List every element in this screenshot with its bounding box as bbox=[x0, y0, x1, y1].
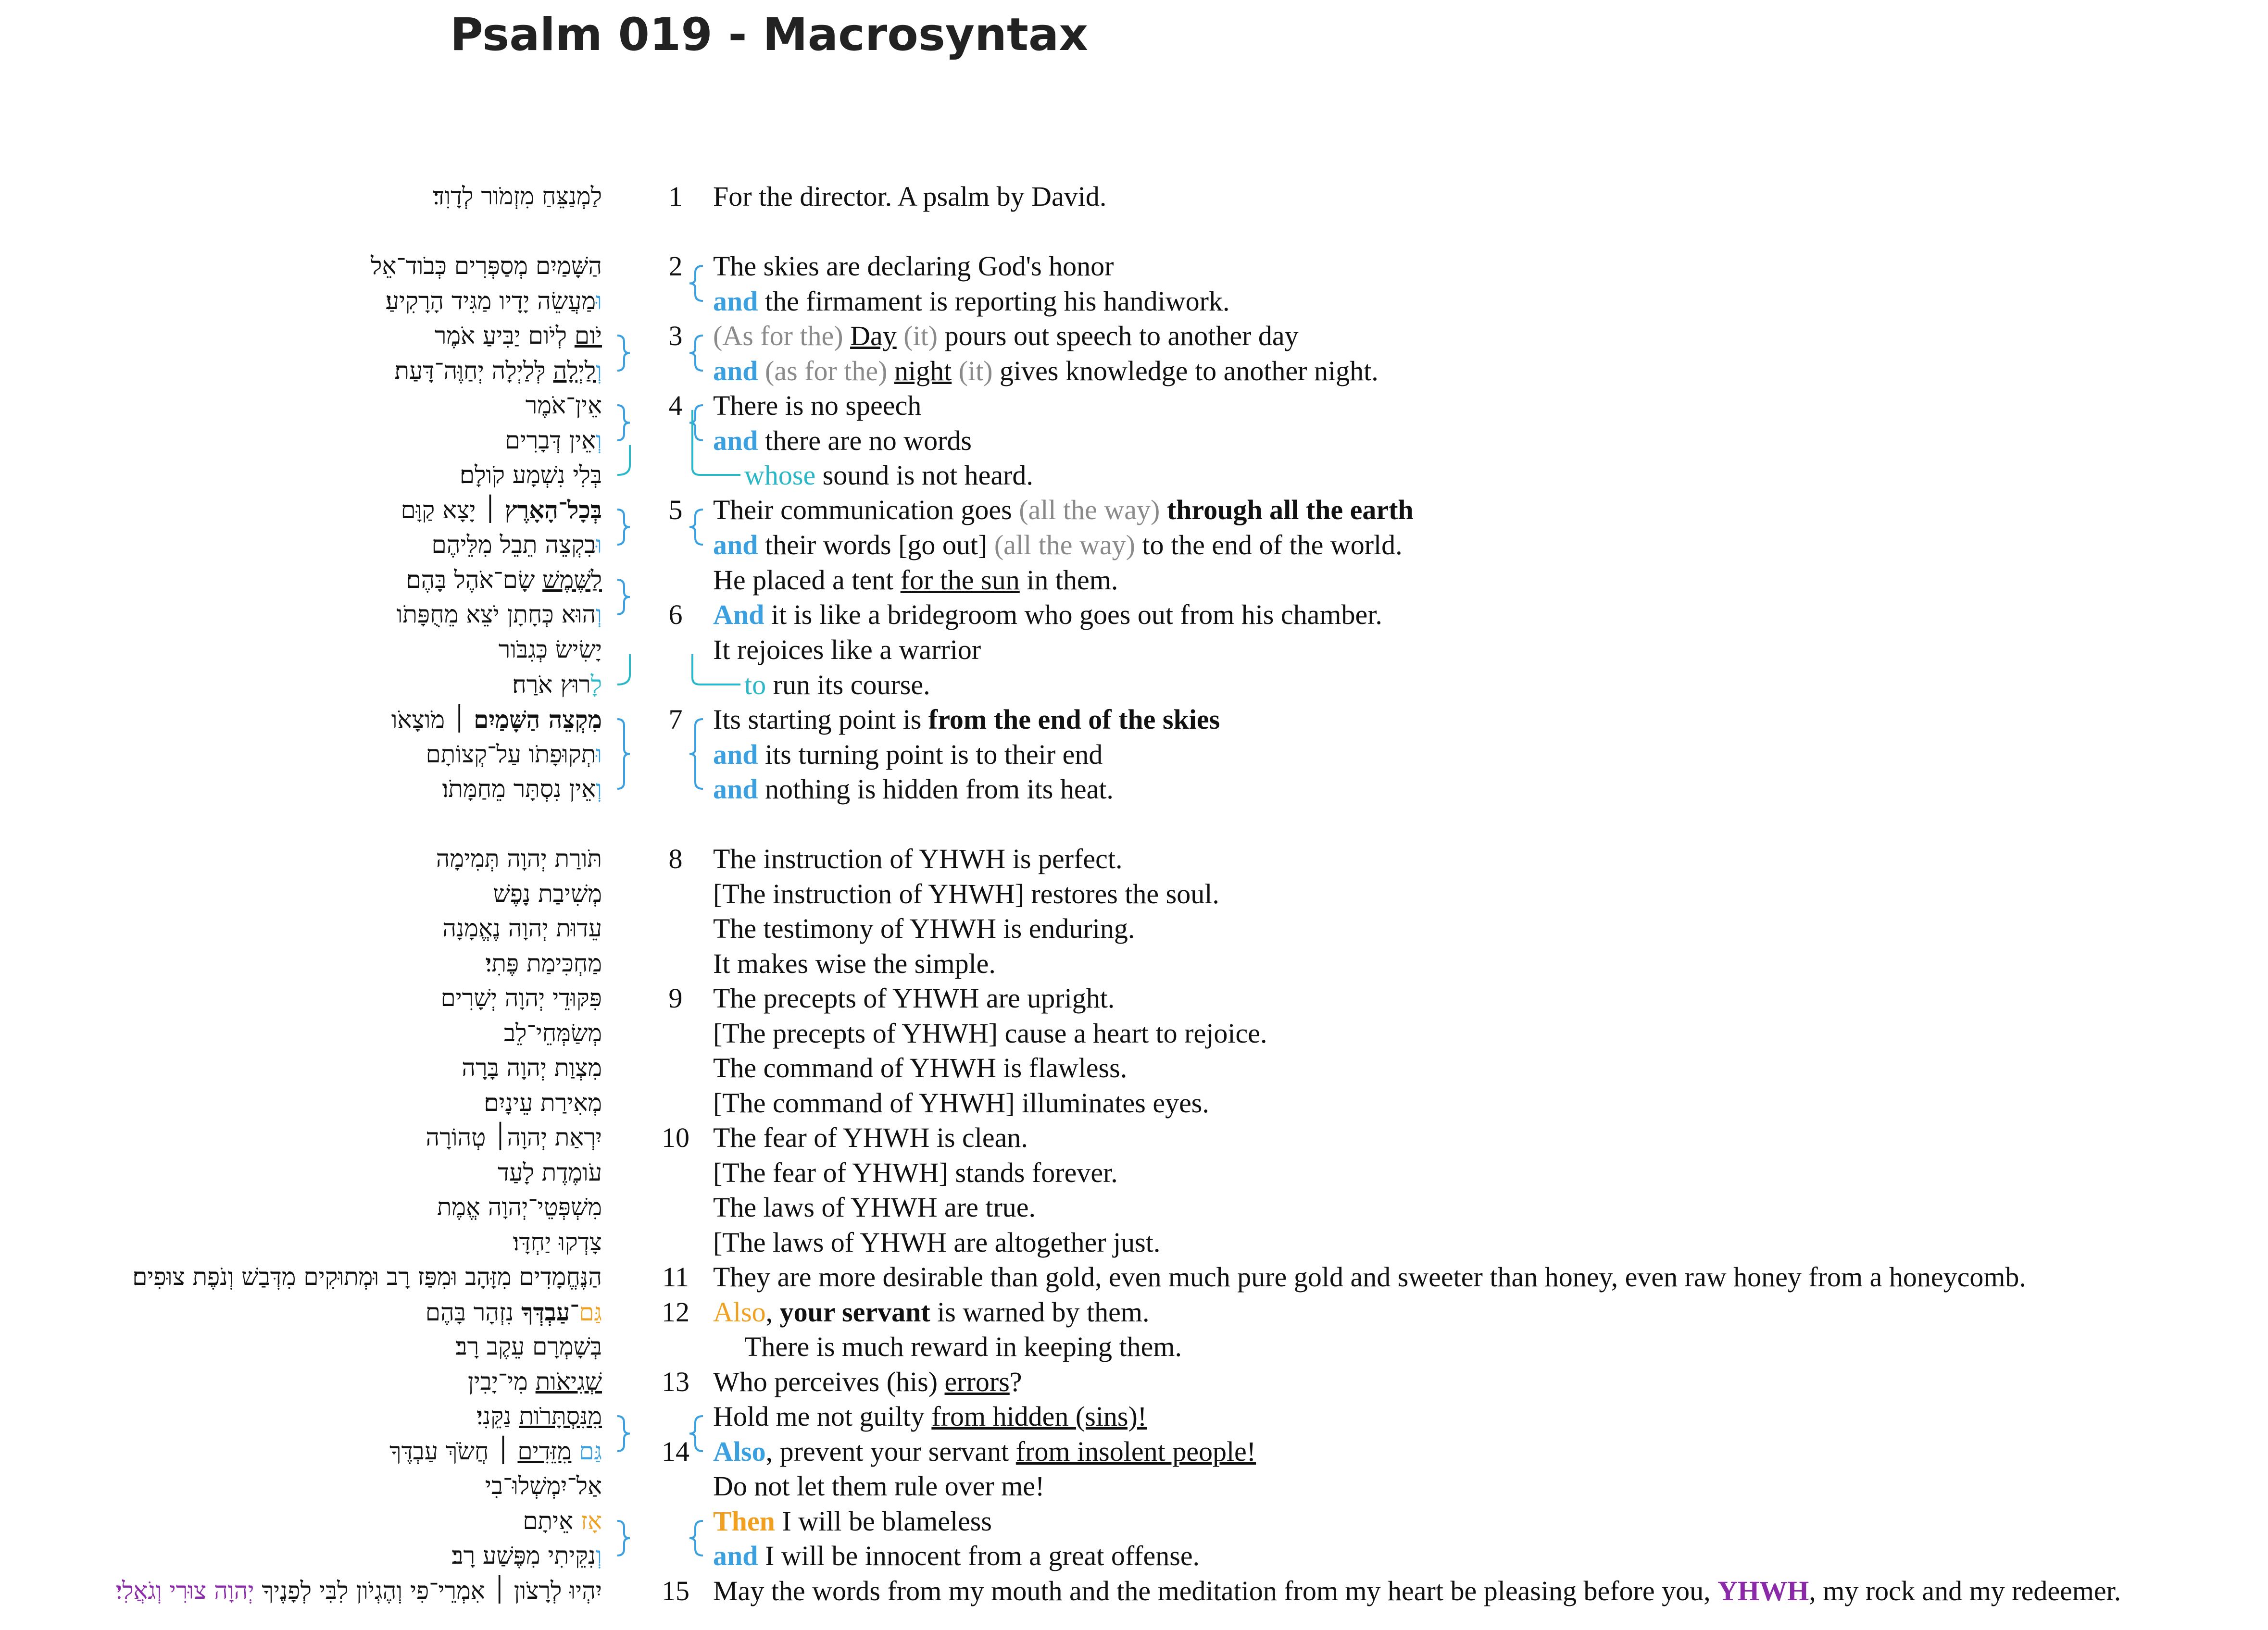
en-segment: Day bbox=[850, 320, 897, 351]
verse-number: 6 bbox=[668, 599, 683, 630]
heb-segment: וְ bbox=[596, 600, 602, 628]
text-row bbox=[0, 876, 2268, 911]
heb-segment: וּ bbox=[596, 287, 602, 315]
hebrew-text bbox=[433, 179, 602, 214]
en-segment: I will be innocent from a great offense. bbox=[758, 1540, 1200, 1571]
hebrew-text bbox=[389, 1434, 602, 1469]
english-text bbox=[744, 458, 1033, 493]
en-segment: [The command of YHWH] illuminates eyes. bbox=[713, 1087, 1209, 1119]
verse-number: 3 bbox=[668, 320, 683, 351]
english-text bbox=[713, 771, 1114, 807]
en-segment: The instruction of YHWH is perfect. bbox=[713, 843, 1123, 874]
text-row bbox=[0, 771, 2268, 807]
text-row bbox=[0, 527, 2268, 562]
verse-number bbox=[647, 1468, 704, 1504]
heb-segment: לְיֹום יַבִּיעַ אֹמֶר bbox=[434, 322, 575, 349]
heb-segment: וְ bbox=[596, 426, 602, 454]
heb-segment: פִּקּוּדֵי יְהוָה יְשָׁרִים bbox=[440, 984, 602, 1012]
en-segment: run its course. bbox=[766, 669, 930, 700]
hebrew-text bbox=[460, 458, 602, 493]
en-segment: Also bbox=[713, 1296, 766, 1328]
heb-segment: אָז bbox=[581, 1507, 602, 1535]
en-segment: from insolent people! bbox=[1015, 1436, 1256, 1467]
heb-segment: שְׁגִיאֹות bbox=[535, 1368, 602, 1395]
heb-segment: בְּכָל־הָאָרֶץ bbox=[504, 496, 602, 524]
hebrew-text bbox=[498, 1155, 602, 1190]
en-segment: YHWH bbox=[1717, 1575, 1809, 1606]
english-text bbox=[713, 423, 972, 458]
hebrew-text bbox=[526, 388, 602, 423]
heb-segment: אַל־יִמְשְׁלוּ־בִי bbox=[485, 1472, 602, 1500]
text-row bbox=[0, 841, 2268, 876]
en-segment: your servant bbox=[779, 1296, 930, 1328]
heb-segment: מְשִׁיבַת נָפֶשׁ bbox=[493, 880, 602, 908]
text-row bbox=[0, 1294, 2268, 1330]
verse-number bbox=[647, 353, 704, 388]
en-segment: Who perceives (his) bbox=[713, 1366, 945, 1397]
english-text bbox=[713, 179, 1106, 214]
text-row bbox=[0, 1399, 2268, 1434]
verse-number: 9 bbox=[668, 983, 683, 1014]
verse-number: 8 bbox=[668, 843, 683, 874]
heb-segment: מִקְצֵה הַשָּׁמַיִם bbox=[474, 705, 602, 734]
verse-number: 14 bbox=[662, 1436, 689, 1467]
heb-segment: לַמְנַצֵּחַ מִזְמֹור לְדָוִד׃ bbox=[433, 182, 602, 210]
verse-number bbox=[647, 946, 704, 981]
hebrew-text bbox=[468, 1364, 602, 1399]
heb-segment: מִנִּסְתָּרֹות bbox=[519, 1402, 602, 1430]
en-segment: through all the earth bbox=[1166, 494, 1414, 525]
verse-number bbox=[647, 1225, 704, 1260]
heb-segment bbox=[571, 1437, 579, 1465]
hebrew-text bbox=[132, 1259, 602, 1294]
text-row bbox=[0, 353, 2268, 388]
heb-segment: וְ bbox=[596, 775, 602, 803]
en-segment: and bbox=[713, 529, 758, 560]
hebrew-text bbox=[406, 562, 602, 597]
en-segment: (it) bbox=[958, 355, 993, 386]
en-segment: Do not let them rule over me! bbox=[713, 1470, 1045, 1502]
hebrew-text bbox=[391, 702, 602, 737]
hebrew-text bbox=[371, 249, 602, 284]
text-row bbox=[0, 1016, 2268, 1051]
en-segment: there are no words bbox=[758, 425, 972, 456]
en-segment: The precepts of YHWH are upright. bbox=[713, 983, 1115, 1014]
en-segment: It makes wise the simple. bbox=[713, 948, 996, 979]
verse-number bbox=[647, 1085, 704, 1120]
english-text bbox=[713, 318, 1299, 353]
heb-segment: יִרְאַת יְהוָה׀ טְהוֹרָה bbox=[426, 1123, 602, 1151]
text-row bbox=[0, 1050, 2268, 1085]
en-segment: (as for the) bbox=[765, 355, 888, 386]
text-row bbox=[0, 1190, 2268, 1225]
text-row bbox=[0, 249, 2268, 284]
en-segment: For the director. A psalm by David. bbox=[713, 181, 1107, 212]
heb-segment: לַיְלָה bbox=[553, 357, 596, 385]
heb-segment: מַחְכִּימַת פֶּתִי׃ bbox=[485, 949, 602, 977]
en-segment bbox=[887, 355, 894, 386]
text-row bbox=[0, 1259, 2268, 1294]
en-segment: (all the way) bbox=[1019, 494, 1160, 525]
en-segment bbox=[758, 355, 765, 386]
hebrew-text bbox=[456, 1329, 602, 1364]
english-text bbox=[713, 737, 1103, 772]
en-segment: (it) bbox=[903, 320, 938, 351]
verse-number bbox=[647, 1155, 704, 1190]
en-segment: it is like a bridegroom who goes out from his chamber. bbox=[764, 599, 1382, 630]
text-row bbox=[0, 1573, 2268, 1608]
text-row bbox=[0, 1225, 2268, 1260]
page-title: Psalm 019 - Macrosyntax bbox=[450, 9, 1088, 61]
hebrew-text bbox=[513, 1225, 602, 1260]
en-segment: and bbox=[713, 286, 758, 317]
hebrew-text bbox=[504, 1016, 602, 1051]
heb-segment: בְּלִי נִשְׁמָע קֹולָם׃ bbox=[459, 461, 602, 489]
en-segment: for the sun bbox=[900, 564, 1020, 596]
text-row bbox=[0, 1468, 2268, 1504]
en-segment: in them. bbox=[1019, 564, 1118, 596]
heb-segment: מִזֵּדִים bbox=[517, 1437, 572, 1465]
english-text bbox=[713, 492, 1414, 527]
text-row bbox=[0, 284, 2268, 319]
english-text bbox=[713, 388, 921, 423]
heb-segment: אֵין נִסְתָּר מֵחַמָּתֹו׃ bbox=[442, 775, 596, 803]
heb-segment: לְּלַיְלָה יְחַוֶּה־דָּעַת׃ bbox=[394, 357, 553, 385]
text-row bbox=[0, 179, 2268, 214]
en-segment bbox=[897, 320, 904, 351]
en-segment: The command of YHWH is flawless. bbox=[713, 1052, 1128, 1083]
hebrew-text bbox=[386, 284, 602, 319]
heb-segment: מְשַׂמְּחֵי־לֵב bbox=[503, 1019, 602, 1047]
en-segment bbox=[952, 355, 959, 386]
en-segment: nothing is hidden from its heat. bbox=[758, 773, 1114, 805]
en-segment: to the end of the world. bbox=[1135, 529, 1403, 560]
en-segment: The laws of YHWH are true. bbox=[713, 1192, 1036, 1223]
hebrew-text bbox=[451, 1538, 602, 1573]
heb-segment: מַעֲשֵׂה יָדָיו מַגִּיד הָרָקִיעַ׃ bbox=[385, 287, 596, 315]
hebrew-text bbox=[485, 1468, 602, 1504]
text-row bbox=[0, 458, 2268, 493]
text-row bbox=[0, 1120, 2268, 1155]
text-row bbox=[0, 1434, 2268, 1469]
english-text bbox=[744, 1329, 1182, 1364]
english-text bbox=[713, 1294, 1150, 1330]
heb-segment: הַנֶּחֱמָדִים מִזָּהָב וּמִפַּז רָב וּמְתוּקִים מִדְּבַשׁ וְנֹפֶת צוּפִים׃ bbox=[132, 1263, 602, 1291]
heb-segment: תְקוּפָתֹו עַל־קְצוֹתָם bbox=[426, 740, 596, 768]
en-segment: errors bbox=[944, 1366, 1010, 1397]
hebrew-text bbox=[442, 911, 602, 946]
en-segment: Also bbox=[713, 1436, 766, 1467]
en-segment: and bbox=[713, 355, 758, 386]
en-segment: whose bbox=[744, 460, 816, 491]
verse-number bbox=[647, 284, 704, 319]
en-segment: May the words from my mouth and the meditation from my heart be pleasing before you, bbox=[713, 1575, 1718, 1606]
hebrew-text bbox=[426, 1120, 602, 1155]
verse-number: 11 bbox=[662, 1261, 689, 1293]
verse-number bbox=[647, 1504, 704, 1539]
verse-number: 2 bbox=[668, 250, 683, 282]
verse-number bbox=[647, 423, 704, 458]
en-segment: night bbox=[894, 355, 952, 386]
verse-number: 5 bbox=[668, 494, 683, 525]
text-row bbox=[0, 1364, 2268, 1399]
heb-segment: שָׂם־אֹהֶל בָּהֶם׃ bbox=[406, 566, 543, 594]
en-segment: and bbox=[713, 425, 758, 456]
english-text bbox=[713, 1225, 1160, 1260]
en-segment: , prevent your servant bbox=[765, 1436, 1016, 1467]
en-segment: [The fear of YHWH] stands forever. bbox=[713, 1157, 1118, 1188]
heb-segment: וְ bbox=[596, 1542, 602, 1569]
english-text bbox=[713, 249, 1114, 284]
heb-segment: עֵדוּת יְהוָה נֶאֱמָנָה bbox=[442, 914, 602, 942]
en-segment bbox=[1160, 494, 1167, 525]
heb-segment: לָ bbox=[590, 671, 602, 698]
english-text bbox=[713, 353, 1378, 388]
heb-segment: אֵין־אֹמֶר bbox=[525, 391, 602, 419]
heb-segment: יִהְיוּ לְרָצֹון ׀ אִמְרֵי־פִי וְהֶגְיֹון לִבִּי לְפָנֶיךָ bbox=[254, 1577, 602, 1605]
verse-number bbox=[647, 737, 704, 772]
en-segment: gives knowledge to another night. bbox=[992, 355, 1378, 386]
heb-segment: ־עַבְדְּךָ bbox=[521, 1298, 579, 1326]
en-segment: sound is not heard. bbox=[815, 460, 1033, 491]
hebrew-text bbox=[397, 597, 602, 632]
en-segment: and bbox=[713, 739, 758, 770]
english-text bbox=[713, 284, 1229, 319]
english-text bbox=[713, 632, 981, 667]
heb-segment: יָשִׂישׂ כְּגִבֹּור bbox=[498, 635, 602, 663]
text-row bbox=[0, 1155, 2268, 1190]
text-row bbox=[0, 1329, 2268, 1364]
heb-segment: גַּם bbox=[579, 1298, 602, 1326]
en-segment: , bbox=[765, 1296, 780, 1328]
heb-segment: מִשְׁפְּטֵי־יְהוָה אֱמֶת bbox=[437, 1193, 602, 1221]
hebrew-text bbox=[437, 1190, 602, 1225]
heb-segment: ׀ מֹוצָאֹו bbox=[391, 706, 474, 734]
en-segment: from the end of the skies bbox=[928, 704, 1220, 735]
heb-segment: הַשָּׁמַיִם מְסַפְּרִים כְּבֹוד־אֵל bbox=[371, 252, 602, 280]
heb-segment: מִצְוַת יְהוָה בָּרָה bbox=[462, 1054, 602, 1082]
text-row bbox=[0, 702, 2268, 737]
verse-number bbox=[647, 562, 704, 597]
hebrew-text bbox=[512, 667, 602, 702]
heb-segment: ׀ יָצָא קַוָּם bbox=[401, 496, 505, 524]
heb-segment: תֹּורַת יְהוָה תְּמִימָה bbox=[436, 845, 602, 872]
heb-segment: נִזְהָר בָּהֶם bbox=[425, 1298, 522, 1326]
en-segment: and bbox=[713, 773, 758, 805]
verse-number: 15 bbox=[662, 1575, 689, 1606]
heb-segment: רוּץ אֹרַח׃ bbox=[512, 671, 591, 698]
english-text bbox=[713, 1155, 1118, 1190]
en-segment: [The precepts of YHWH] cause a heart to rejoice. bbox=[713, 1018, 1267, 1049]
verse-number: 12 bbox=[662, 1296, 689, 1328]
verse-number bbox=[647, 458, 704, 493]
verse-number bbox=[647, 1190, 704, 1225]
en-segment: from hidden (sins)! bbox=[931, 1401, 1147, 1432]
en-segment: ? bbox=[1009, 1366, 1022, 1397]
heb-segment: הוּא כְּחָתָן יֹצֵא מֵחֻפָּתֹו bbox=[396, 600, 596, 628]
en-segment: Then bbox=[713, 1506, 775, 1537]
heb-segment: יְהוָה צוּרִי וְגֹאֲלִי׃ bbox=[115, 1577, 254, 1605]
en-segment: and bbox=[713, 1540, 758, 1571]
en-segment: The fear of YHWH is clean. bbox=[713, 1122, 1028, 1153]
hebrew-text bbox=[505, 423, 602, 458]
en-segment: They are more desirable than gold, even much pure gold and sweeter than honey, even raw honey from a honeycomb. bbox=[713, 1261, 2026, 1293]
text-row bbox=[0, 1504, 2268, 1539]
en-segment: is warned by them. bbox=[930, 1296, 1150, 1328]
text-row bbox=[0, 1538, 2268, 1573]
verse-number bbox=[647, 1050, 704, 1085]
english-text bbox=[713, 1259, 2026, 1294]
en-segment: (As for the) bbox=[713, 320, 843, 351]
hebrew-text bbox=[401, 492, 602, 527]
english-text bbox=[713, 527, 1403, 562]
verse-number bbox=[647, 1329, 704, 1364]
english-text bbox=[713, 1538, 1200, 1573]
heb-segment: בְּשָׁמְרָם עֵקֶב רָב׃ bbox=[455, 1332, 602, 1360]
hebrew-text bbox=[499, 632, 602, 667]
text-row bbox=[0, 492, 2268, 527]
heb-segment: מְאִירַת עֵינָיִם׃ bbox=[484, 1089, 602, 1117]
verse-number: 10 bbox=[662, 1122, 689, 1153]
verse-number bbox=[647, 1399, 704, 1434]
en-segment: the firmament is reporting his handiwork. bbox=[758, 286, 1230, 317]
verse-number: 4 bbox=[668, 390, 683, 421]
text-row bbox=[0, 423, 2268, 458]
hebrew-text bbox=[426, 737, 602, 772]
verse-number bbox=[647, 876, 704, 911]
heb-segment: בִקְצֵה תֵבֵל מִלֵּיהֶם bbox=[431, 531, 596, 559]
heb-segment: מִי־יָבִין bbox=[467, 1368, 536, 1395]
heb-segment: וּ bbox=[596, 531, 602, 559]
en-segment: pours out speech to another day bbox=[938, 320, 1299, 351]
english-text bbox=[713, 946, 996, 981]
en-segment: [The laws of YHWH are altogether just. bbox=[713, 1227, 1161, 1258]
en-segment: , my rock and my redeemer. bbox=[1809, 1575, 2121, 1606]
en-segment: its turning point is to their end bbox=[758, 739, 1103, 770]
en-segment: And bbox=[713, 599, 764, 630]
english-text bbox=[713, 562, 1118, 597]
english-text bbox=[713, 1399, 1147, 1434]
english-text bbox=[713, 911, 1135, 946]
en-segment: The skies are declaring God's honor bbox=[713, 250, 1114, 282]
hebrew-text bbox=[523, 1504, 602, 1539]
en-segment: There is much reward in keeping them. bbox=[744, 1331, 1182, 1362]
en-segment: to bbox=[744, 669, 766, 700]
hebrew-text bbox=[476, 1399, 602, 1434]
english-text bbox=[713, 981, 1115, 1016]
text-row bbox=[0, 911, 2268, 946]
english-text bbox=[713, 597, 1382, 632]
hebrew-text bbox=[442, 771, 602, 807]
english-text bbox=[713, 841, 1122, 876]
en-segment: I will be blameless bbox=[775, 1506, 992, 1537]
verse-number bbox=[647, 1016, 704, 1051]
heb-segment: צָדְקוּ יַחְדָּו׃ bbox=[513, 1228, 602, 1256]
english-text bbox=[713, 1050, 1127, 1085]
verse-number bbox=[647, 911, 704, 946]
hebrew-text bbox=[394, 353, 602, 388]
text-row bbox=[0, 597, 2268, 632]
english-text bbox=[713, 1190, 1036, 1225]
english-text bbox=[744, 667, 930, 702]
hebrew-text bbox=[485, 946, 602, 981]
heb-segment: נִקֵּיתִי מִפֶּשַׁע רָב׃ bbox=[451, 1542, 596, 1569]
text-row bbox=[0, 737, 2268, 772]
english-text bbox=[713, 1085, 1209, 1120]
en-segment: He placed a tent bbox=[713, 564, 901, 596]
heb-segment: וְ bbox=[596, 357, 602, 385]
hebrew-text bbox=[116, 1573, 602, 1608]
text-row bbox=[0, 667, 2268, 702]
heb-segment: ׀ חֲשֹׂךְ עַבְדֶּךָ bbox=[389, 1437, 518, 1465]
verse-number bbox=[647, 771, 704, 807]
en-segment: There is no speech bbox=[713, 390, 922, 421]
hebrew-text bbox=[493, 876, 602, 911]
text-row bbox=[0, 632, 2268, 667]
verse-number bbox=[647, 632, 704, 667]
en-segment: It rejoices like a warrior bbox=[713, 634, 981, 665]
en-segment: [The instruction of YHWH] restores the soul. bbox=[713, 878, 1219, 909]
verse-number: 13 bbox=[662, 1366, 689, 1397]
en-segment: Hold me not guilty bbox=[713, 1401, 932, 1432]
english-text bbox=[713, 1573, 2121, 1608]
text-row bbox=[0, 1085, 2268, 1120]
english-text bbox=[713, 1120, 1028, 1155]
english-text bbox=[713, 1364, 1022, 1399]
heb-segment: נַקֵּנִי׃ bbox=[476, 1402, 519, 1430]
en-segment: The testimony of YHWH is enduring. bbox=[713, 913, 1135, 944]
text-row bbox=[0, 946, 2268, 981]
text-row bbox=[0, 388, 2268, 423]
heb-segment: גַּם bbox=[579, 1437, 602, 1465]
verse-number bbox=[647, 527, 704, 562]
english-text bbox=[713, 876, 1219, 911]
verse-number: 1 bbox=[668, 181, 683, 212]
heb-segment: עֹומֶדֶת לָעַד bbox=[498, 1158, 602, 1186]
en-segment bbox=[843, 320, 851, 351]
english-text bbox=[713, 1504, 992, 1539]
hebrew-text bbox=[435, 318, 602, 353]
hebrew-text bbox=[484, 1085, 602, 1120]
hebrew-text bbox=[436, 841, 602, 876]
en-segment: Its starting point is bbox=[713, 704, 928, 735]
en-segment: (all the way) bbox=[994, 529, 1135, 560]
verse-number bbox=[647, 667, 704, 702]
en-segment: their words [go out] bbox=[758, 529, 994, 560]
hebrew-text bbox=[426, 1294, 602, 1330]
text-row bbox=[0, 318, 2268, 353]
heb-segment: וּ bbox=[596, 740, 602, 768]
heb-segment: לַשֶּׁמֶשׁ bbox=[542, 566, 602, 594]
hebrew-text bbox=[441, 981, 602, 1016]
english-text bbox=[713, 1016, 1267, 1051]
hebrew-text bbox=[432, 527, 602, 562]
heb-segment: אֵין דְּבָרִים bbox=[505, 426, 596, 454]
text-row bbox=[0, 981, 2268, 1016]
english-text bbox=[713, 702, 1220, 737]
english-text bbox=[713, 1468, 1044, 1504]
hebrew-text bbox=[462, 1050, 602, 1085]
verse-number bbox=[647, 1538, 704, 1573]
heb-segment: אֵיתָם bbox=[523, 1507, 581, 1535]
english-text bbox=[713, 1434, 1256, 1469]
en-segment: Their communication goes bbox=[713, 494, 1019, 525]
verse-number: 7 bbox=[668, 704, 683, 735]
text-row bbox=[0, 562, 2268, 597]
heb-segment: יֹום bbox=[574, 322, 602, 349]
